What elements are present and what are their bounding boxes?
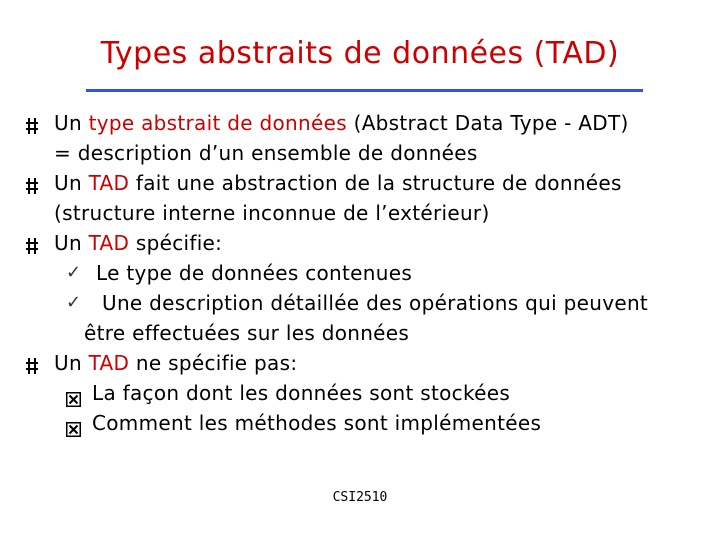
sub-item-row	[0, 408, 720, 438]
bullet-3-line-1	[54, 228, 222, 258]
sub-item: Une description détaillée des opérations qui peuvent	[102, 291, 649, 315]
sub-item-row	[0, 378, 720, 408]
bullet-2-line-2: (structure interne inconnue de l’extérieur)	[54, 201, 490, 225]
bullet-icon	[26, 237, 38, 255]
check-icon: ✓	[66, 262, 82, 283]
bullet-1-line-2: = description d’un ensemble de données	[54, 141, 478, 165]
highlight-text: TAD	[88, 231, 130, 255]
title-underline	[86, 89, 643, 92]
check-icon: ✓	[66, 292, 82, 313]
x-box-icon	[66, 385, 81, 400]
highlight-text: TAD	[88, 351, 130, 375]
slide-footer: CSI2510	[332, 490, 388, 505]
text: Un	[54, 351, 89, 375]
bullet-icon	[26, 117, 38, 135]
bullet-icon	[26, 177, 38, 195]
sub-item: La façon dont les données sont stockées	[92, 381, 511, 405]
sub-item-line-2: être effectuées sur les données	[84, 321, 410, 345]
highlight-text: TAD	[88, 171, 130, 195]
x-box-icon	[66, 415, 81, 430]
sub-item: Le type de données contenues	[96, 261, 413, 285]
text: ne spécifie pas:	[129, 351, 298, 375]
text: Un	[54, 231, 89, 255]
highlight-text: type abstrait de données	[88, 111, 347, 135]
bullet-2-line-1	[54, 168, 622, 198]
text: (Abstract Data Type - ADT)	[346, 111, 629, 135]
slide-title: Types abstraits de données (TAD)	[100, 36, 620, 71]
bullet-4-line-1	[54, 348, 297, 378]
bullet-1-line-1	[54, 108, 629, 138]
text: spécifie:	[129, 231, 223, 255]
text: fait une abstraction de la structure de données	[129, 171, 622, 195]
bullet-icon	[26, 357, 38, 375]
sub-item: Comment les méthodes sont implémentées	[92, 411, 542, 435]
text: Un	[54, 171, 89, 195]
text: Un	[54, 111, 89, 135]
